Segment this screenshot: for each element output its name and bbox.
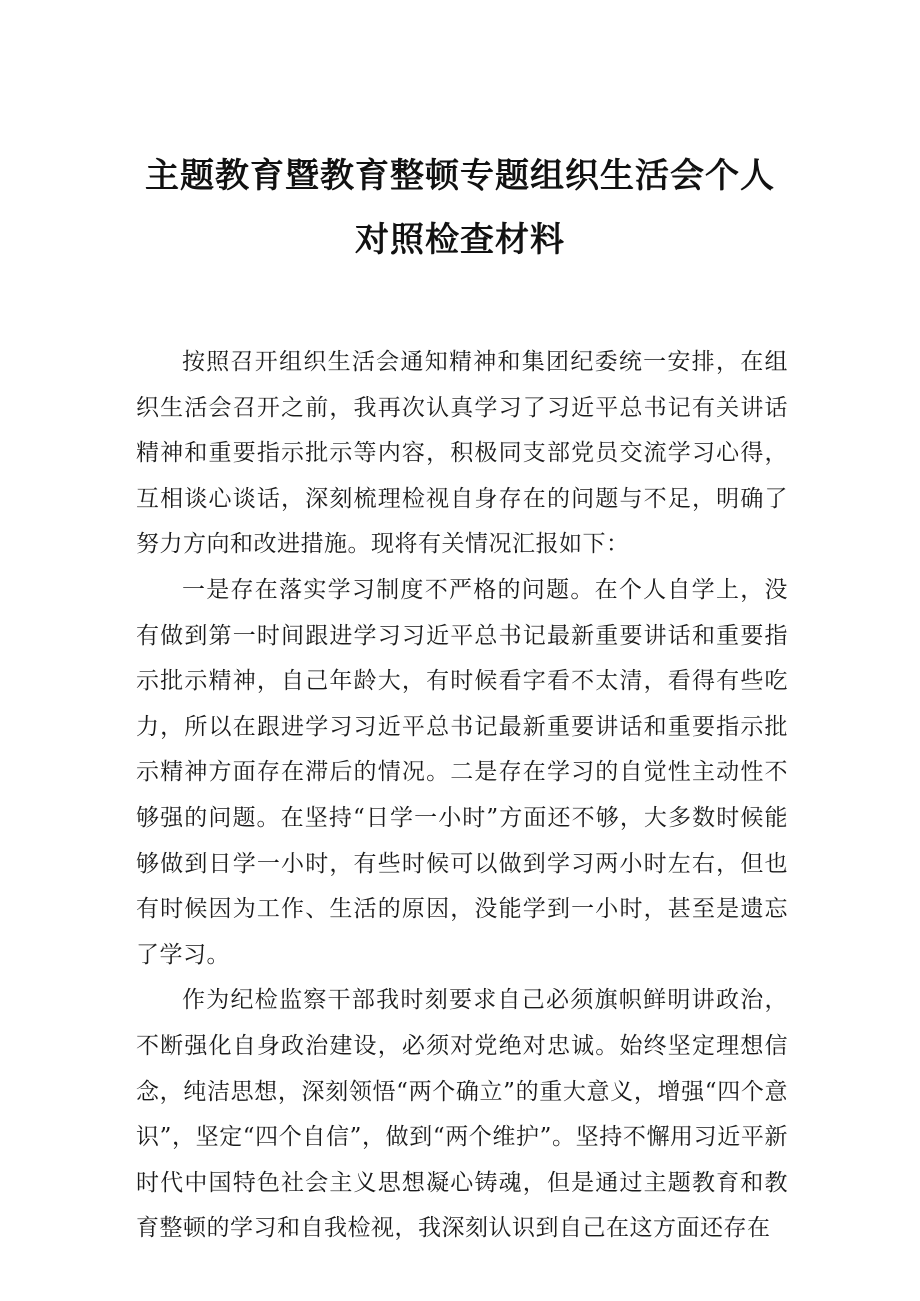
document-title-line1: 主题教育暨教育整顿专题组织生活会个人 (145, 156, 775, 196)
paragraph-political-construction: 作为纪检监察干部我时刻要求自己必须旗帜鲜明讲政治，不断强化自身政治建设，必须对党绝对忠诚。始终坚定理想信念，纯洁思想，深刻领悟“两个确立”的重大意义，增强“四个意识”，坚定“四个自信”，做到“两个维护”。坚持不懈用习近平新时代中国特色社会主义思想凝心铸魂，但是通过主题教育和教育整顿的学习和自我检视，我深刻认识到自己在这方面还存在 (136, 987, 788, 1242)
paragraph-intro: 按照召开组织生活会通知精神和集团纪委统一安排，在组织生活会召开之前，我再次认真学习了习近平总书记有关讲话精神和重要指示批示等内容，积极同支部党员交流学习心得，互相谈心谈话，深刻梳理检视自身存在的问题与不足，明确了努力方向和改进措施。现将有关情况汇报如下： (136, 349, 788, 558)
document-title-line2: 对照检查材料 (355, 220, 565, 260)
document-body (136, 340, 788, 1252)
paragraph-study-problems: 一是存在落实学习制度不严格的问题。在个人自学上，没有做到第一时间跟进学习习近平总书记最新重要讲话和重要指示批示精神，自己年龄大，有时候看字看不太清，看得有些吃力，所以在跟进学习习近平总书记最新重要讲话和重要指示批示精神方面存在滞后的情况。二是存在学习的自觉性主动性不够强的问题。在坚持“日学一小时”方面还不够，大多数时候能够做到日学一小时，有些时候可以做到学习两小时左右，但也有时候因为工作、生活的原因，没能学到一小时，甚至是遗忘了学习。 (136, 576, 788, 968)
